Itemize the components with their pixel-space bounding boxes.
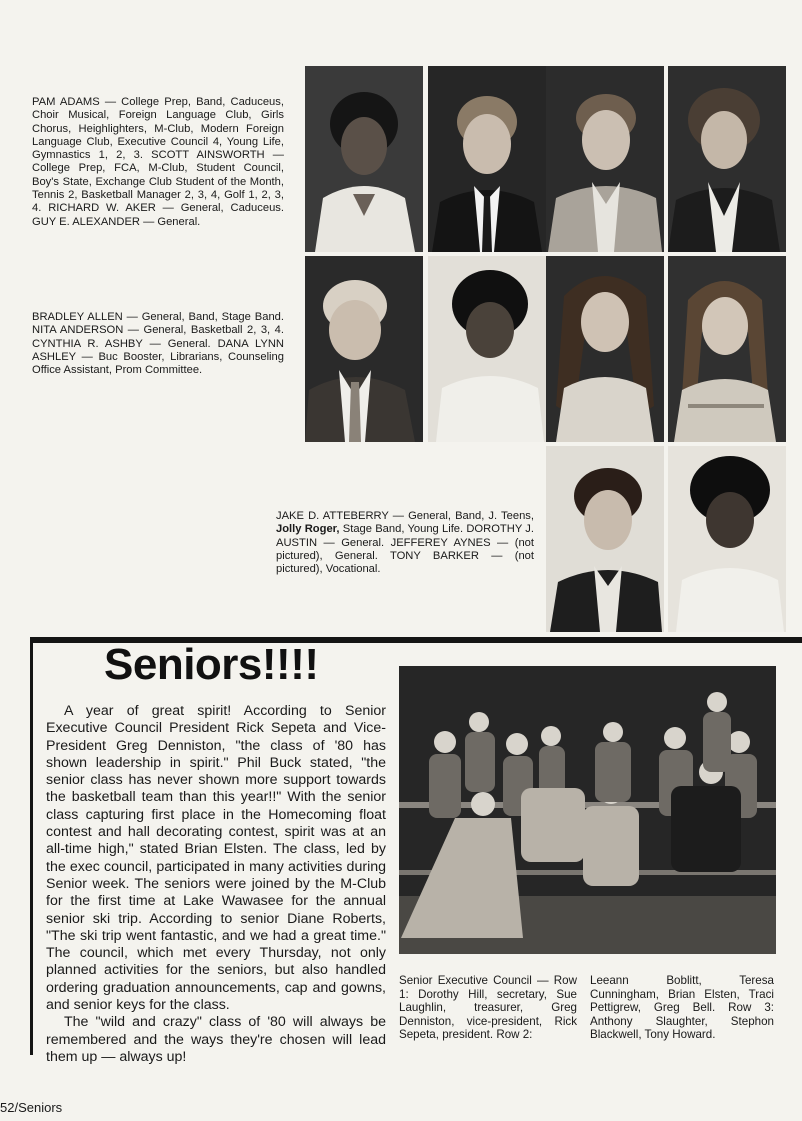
portrait-photo <box>428 66 546 252</box>
article-body <box>46 703 386 1066</box>
caption-block-3-bold: Jolly Roger, <box>276 523 340 536</box>
group-photo <box>399 666 776 954</box>
portrait-photo <box>546 66 664 252</box>
portrait-image <box>546 256 664 442</box>
caption-block-3 <box>276 510 534 576</box>
portrait-image <box>668 446 786 632</box>
portrait-image <box>305 256 423 442</box>
article-paragraph: A year of great spirit! According to Senior Executive Council President Rick Sepeta and Vice-President Greg Denniston, "the class of '80 has shown leadership in spirit." Phil Buck stated, "the senior class has never shown more support towards the basketball team than this year!!" With the senior class capturing first place in the Homecoming float contest and hall decorating contest, spirit was at an all-time high," stated Brian Elsten. The class, led by the exec council, participated in many activities during Senior week. The seniors were joined by the M-Club for the first time at Lake Wawasee for the annual senior ski trip. According to senior Diane Roberts, "The ski trip went fantastic, and we had a great time." The council, which met every Thursday, not only planned activities for the seniors, but also handled ordering graduation announcements, cap and gowns, and senior keys for the class. <box>46 703 386 1014</box>
page-headline: Seniors!!!! <box>104 640 319 689</box>
caption-block-3-lead: JAKE D. ATTEBERRY — General, Band, J. Teens, <box>276 510 534 522</box>
portrait-photo <box>668 446 786 632</box>
article-paragraph: The "wild and crazy" class of '80 will always be remembered and the ways they're chosen will lead them up — always up! <box>46 1014 386 1065</box>
section-divider-vertical <box>30 637 33 1055</box>
portrait-photo <box>668 256 786 442</box>
group-photo-image <box>399 666 776 954</box>
portrait-image <box>546 66 664 252</box>
portrait-photo <box>305 256 423 442</box>
portrait-photo <box>668 66 786 252</box>
portrait-image <box>428 66 546 252</box>
portrait-photo <box>305 66 423 252</box>
portrait-image <box>428 256 546 442</box>
portrait-image <box>668 256 786 442</box>
portrait-image <box>546 446 664 632</box>
portrait-image <box>668 66 786 252</box>
group-caption-column-2: Leeann Boblitt, Teresa Cunningham, Brian Elsten, Traci Pettigrew, Greg Bell. Row 3: Anthony Slaughter, Stephon Blackwell, Tony Howard. <box>590 974 774 1042</box>
portrait-photo <box>428 256 546 442</box>
portrait-photo <box>546 446 664 632</box>
portrait-photo <box>546 256 664 442</box>
caption-block-2: BRADLEY ALLEN — General, Band, Stage Band. NITA ANDERSON — General, Basketball 2, 3, 4. CYNTHIA R. ASHBY — General. DANA LYNN ASHLEY — Buc Booster, Librarians, Counseling Office Assistant, Prom Committee. <box>32 311 284 377</box>
caption-block-3-tail: Stage Band, Young Life. DOROTHY J. AUSTIN — General. JEFFEREY AYNES — (not pictured), General. TONY BARKER — (not pictured), Vocational. <box>276 523 534 576</box>
page-folio: 52/Seniors <box>0 1100 63 1115</box>
group-caption-column-1: Senior Executive Council — Row 1: Dorothy Hill, secretary, Sue Laughlin, treasurer, Greg Denniston, vice-president, Rick Sepeta, president. Row 2: <box>399 974 577 1042</box>
caption-block-1: PAM ADAMS — College Prep, Band, Caduceus, Choir Musical, Foreign Language Club, Girls Chorus, Heighlighters, M-Club, Modern Foreign Language Club, Executive Council 4, Young Life, Gymnastics 1, 2, 3. SCOTT AINSWORTH — College Prep, FCA, M-Club, Student Council, Boy's State, Exchange Club Student of the Month, Tennis 2, Basketball Manager 2, 3, 4, Golf 1, 2, 3, 4. RICHARD W. AKER — General, Caduceus. GUY E. ALEXANDER — General. <box>32 96 284 228</box>
portrait-image <box>305 66 423 252</box>
